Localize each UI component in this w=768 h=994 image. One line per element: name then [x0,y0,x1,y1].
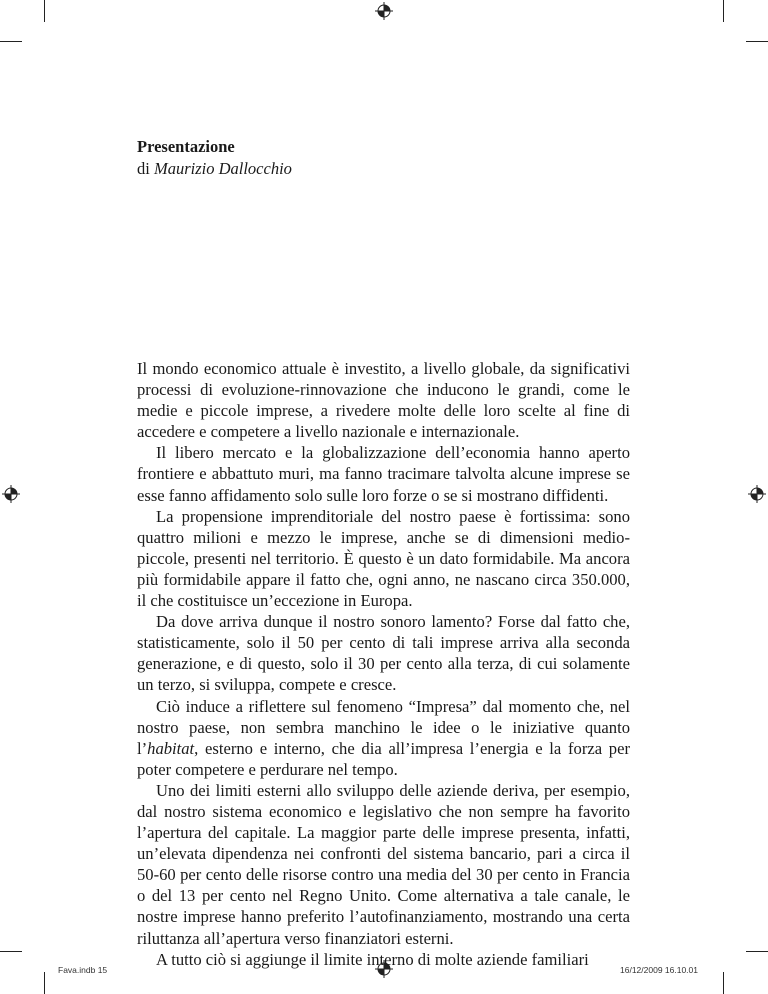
chapter-heading [137,137,617,179]
paragraph: Il mondo economico attuale è investito, a livello globale, da significativi processi di evoluzione-rinnovazione che inducono le grandi, come le medie e piccole imprese, a rivedere molte delle loro scelte al fine di accedere e competere a livello nazionale e internazionale. [137,359,630,442]
crop-mark [44,972,45,994]
slug-file-label: Fava.indb 15 [58,965,108,975]
crop-mark [723,0,724,22]
crop-mark [44,0,45,22]
paragraph [137,696,630,780]
registration-mark-icon [748,485,766,503]
slug-timestamp: 16/12/2009 16.10.01 [620,965,698,975]
crop-mark [723,972,724,994]
paragraph: Uno dei limiti esterni allo sviluppo delle aziende deriva, per esempio, dal nostro sistema economico e legislativo che non sempre ha favorito l’apertura del capitale. La maggior parte delle imprese presenta, infatti, un’elevata dipendenza nei confronti del sistema bancario, pari a circa il 50-60 per cento delle risorse contro una media del 30 per cento in Francia o del 13 per cento nel Regno Unito. Come alternativa a tale canale, le nostre imprese hanno preferito l’autofinanziamento, mostrando una certa riluttanza all’apertura verso finanziatori esterni. [137,780,630,948]
registration-mark-icon [375,2,393,20]
chapter-title: Presentazione [137,137,235,156]
paragraph-text: Ciò induce a riflettere sul fenomeno “Impresa” dal momento che, nel nostro paese, non sembra manchino le idee o le iniziative quanto l’ [137,696,630,758]
paragraph: Il libero mercato e la globalizzazione dell’economia hanno aperto frontiere e abbattuto muri, ma fanno tracimare talvolta alcune imprese se esse fanno affidamento solo sulle loro forze o se si mostrano diffidenti. [137,443,630,505]
paragraph-text: , esterno e interno, che dia all’impresa l’energia e la forza per poter competere e perdurare nel tempo. [137,738,630,779]
chapter-byline [137,159,617,179]
crop-mark [746,41,768,42]
author-name: Maurizio Dallocchio [153,159,292,178]
registration-mark-icon [2,485,20,503]
body-text [137,358,630,970]
italic-term: habitat [147,738,195,758]
paragraph: Da dove arriva dunque il nostro sonoro lamento? Forse dal fatto che, statisticamente, solo il 50 per cento di tali imprese arriva alla seconda generazione, e di questo, solo il 30 per cento alla terza, di cui solamente un terzo, si sviluppa, compete e cresce. [137,612,630,695]
paragraph: A tutto ciò si aggiunge il limite interno di molte aziende familiari [156,949,589,969]
byline-prefix: di [137,159,154,178]
crop-mark [746,951,768,952]
paragraph: La propensione imprenditoriale del nostro paese è fortissima: sono quattro milioni e mezzo le imprese, anche se di dimensioni medio-piccole, presenti nel territorio. È questo è un dato formidabile. Ma ancora più formidabile appare il fatto che, ogni anno, ne nascano circa 350.000, il che costituisce un’eccezione in Europa. [137,506,630,611]
crop-mark [0,951,22,952]
crop-mark [0,41,22,42]
